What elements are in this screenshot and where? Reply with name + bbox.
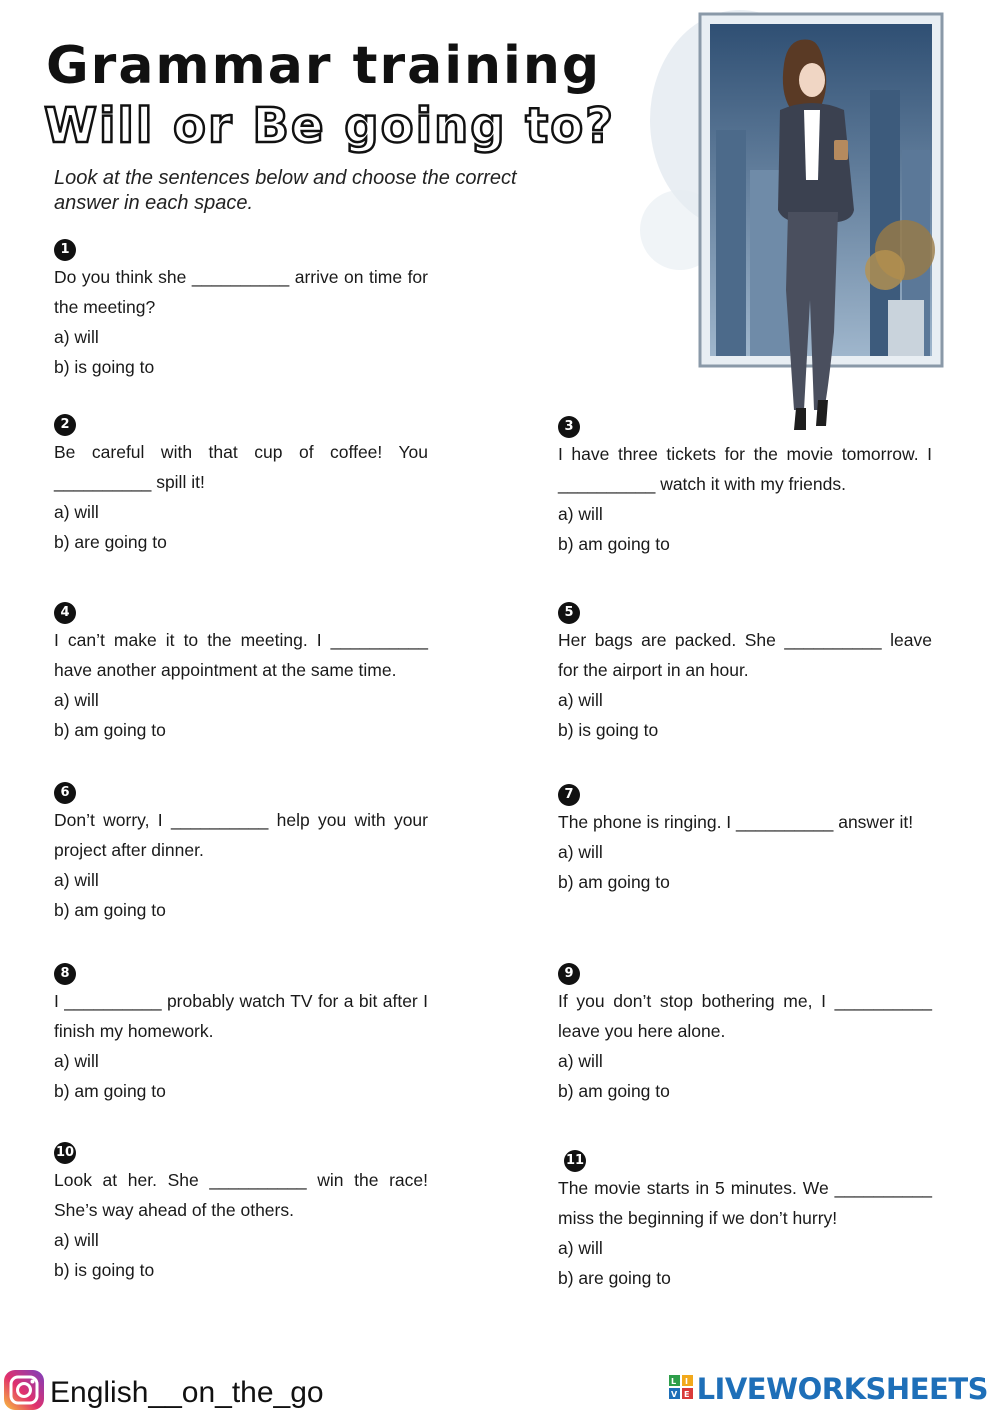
option-a[interactable]: a) will <box>54 1230 99 1250</box>
option-a[interactable]: a) will <box>558 1051 603 1071</box>
option-b[interactable]: b) am going to <box>558 872 670 892</box>
option-a[interactable]: a) will <box>54 690 99 710</box>
liveworksheets-brand[interactable] <box>668 1372 988 1406</box>
instructions: Look at the sentences below and choose the correct answer in each space. <box>54 167 517 214</box>
page-subtitle: Will or Be going to? <box>44 98 616 154</box>
question-stem: The movie starts in 5 minutes. We __________ miss the beginning if we don’t hurry! <box>558 1178 932 1228</box>
page-title: Grammar training <box>46 36 602 96</box>
question-number-badge: 10 <box>54 1142 76 1164</box>
question-stem: I have three tickets for the movie tomorrow. I __________ watch it with my friends. <box>558 444 932 494</box>
question-stem: I __________ probably watch TV for a bit after I finish my homework. <box>54 991 428 1041</box>
question-number-badge: 5 <box>558 602 580 624</box>
option-b[interactable]: b) is going to <box>558 720 659 740</box>
option-a[interactable]: a) will <box>558 690 603 710</box>
option-a[interactable]: a) will <box>54 327 99 347</box>
option-b[interactable]: b) am going to <box>54 720 166 740</box>
logo-letter: E <box>683 1389 690 1399</box>
question-number-badge: 9 <box>558 963 580 985</box>
question-number-badge: 11 <box>564 1150 586 1172</box>
question-stem: Do you think she __________ arrive on time for the meeting? <box>54 267 428 317</box>
logo-letter: L <box>670 1376 676 1386</box>
instagram-credit <box>2 1368 324 1417</box>
question-9 <box>558 963 932 1106</box>
option-a[interactable]: a) will <box>558 504 603 524</box>
option-b[interactable]: b) are going to <box>558 1268 671 1288</box>
option-b[interactable]: b) are going to <box>54 532 167 552</box>
option-a[interactable]: a) will <box>54 1051 99 1071</box>
logo-letter: V <box>670 1389 677 1399</box>
question-number-badge: 2 <box>54 414 76 436</box>
question-stem: Her bags are packed. She __________ leave for the airport in an hour. <box>558 630 932 680</box>
instagram-icon <box>2 1368 46 1417</box>
option-a[interactable]: a) will <box>558 1238 603 1258</box>
question-stem: If you don’t stop bothering me, I __________ leave you here alone. <box>558 991 932 1041</box>
question-8 <box>54 963 428 1106</box>
option-a[interactable]: a) will <box>54 870 99 890</box>
question-number-badge: 4 <box>54 602 76 624</box>
question-11 <box>558 1150 932 1293</box>
question-number-badge: 3 <box>558 416 580 438</box>
question-stem: The phone is ringing. I __________ answer it! <box>558 812 914 832</box>
option-b[interactable]: b) is going to <box>54 1260 155 1280</box>
question-4 <box>54 602 428 745</box>
businesswoman-illustration <box>620 0 1000 445</box>
option-a[interactable]: a) will <box>558 842 603 862</box>
question-number-badge: 1 <box>54 239 76 261</box>
question-3 <box>558 416 932 559</box>
question-2 <box>54 414 428 557</box>
instagram-handle[interactable]: English__on_the_go <box>50 1375 324 1409</box>
liveworksheets-logo-icon <box>668 1374 694 1405</box>
question-number-badge: 7 <box>558 784 580 806</box>
option-b[interactable]: b) am going to <box>558 1081 670 1101</box>
question-stem: Be careful with that cup of coffee! You __________ spill it! <box>54 442 428 492</box>
option-b[interactable]: b) am going to <box>54 1081 166 1101</box>
question-stem: I can’t make it to the meeting. I __________ have another appointment at the same time. <box>54 630 428 680</box>
question-7 <box>558 784 932 897</box>
question-stem: Don’t worry, I __________ help you with your project after dinner. <box>54 810 428 860</box>
question-number-badge: 8 <box>54 963 76 985</box>
option-b[interactable]: b) am going to <box>558 534 670 554</box>
question-1 <box>54 239 428 382</box>
liveworksheets-wordmark: LIVEWORKSHEETS <box>696 1372 988 1406</box>
logo-letter: I <box>684 1376 688 1386</box>
question-5 <box>558 602 932 745</box>
question-number-badge: 6 <box>54 782 76 804</box>
question-6 <box>54 782 428 925</box>
option-b[interactable]: b) am going to <box>54 900 166 920</box>
question-10 <box>54 1142 428 1285</box>
option-b[interactable]: b) is going to <box>54 357 155 377</box>
question-stem: Look at her. She __________ win the race! She’s way ahead of the others. <box>54 1170 428 1220</box>
option-a[interactable]: a) will <box>54 502 99 522</box>
